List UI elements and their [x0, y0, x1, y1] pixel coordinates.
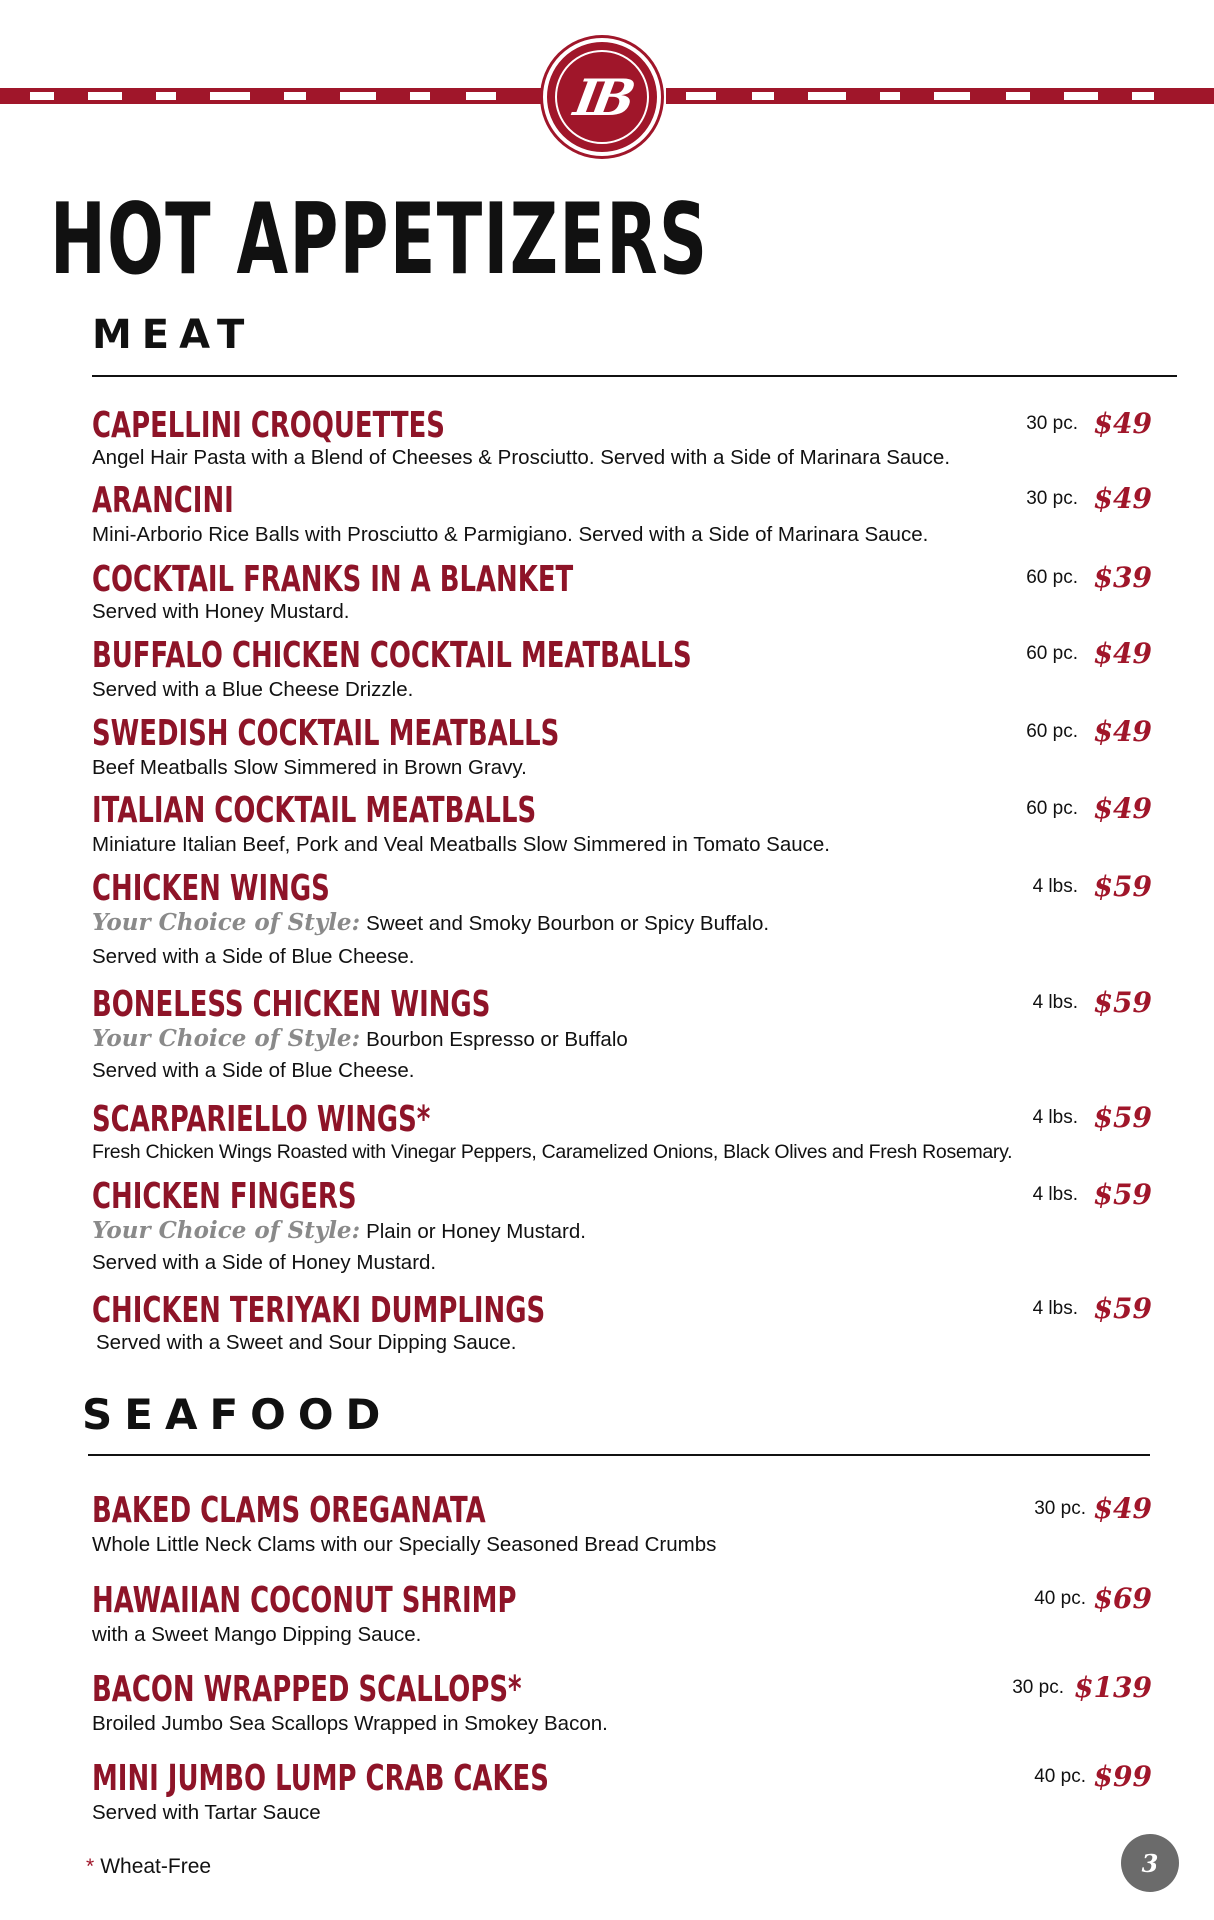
wheat-free-footnote — [86, 1855, 211, 1879]
item-name: ARANCINI — [92, 480, 234, 521]
item-name: COCKTAIL FRANKS IN A BLANKET — [92, 559, 574, 600]
item-description: with a Sweet Mango Dipping Sauce. — [92, 1623, 422, 1646]
item-quantity: 4 lbs. — [1032, 1298, 1078, 1319]
section-heading-meat: MEAT — [92, 312, 255, 358]
item-name: BONELESS CHICKEN WINGS — [92, 984, 491, 1025]
item-quantity: 40 pc. — [1034, 1588, 1086, 1609]
item-price: $59 — [1093, 870, 1152, 903]
footnote-text: Wheat-Free — [100, 1855, 212, 1878]
item-name: BACON WRAPPED SCALLOPS* — [92, 1669, 522, 1710]
item-name: ITALIAN COCKTAIL MEATBALLS — [92, 790, 537, 831]
item-quantity: 4 lbs. — [1032, 876, 1078, 897]
page-title: HOT APPETIZERS — [50, 183, 709, 297]
banner-left-stripe — [0, 88, 548, 104]
item-price: $49 — [1093, 407, 1152, 440]
style-options: Bourbon Espresso or Buffalo — [366, 1028, 628, 1051]
style-options: Sweet and Smoky Bourbon or Spicy Buffalo. — [366, 912, 770, 935]
item-description: Beef Meatballs Slow Simmered in Brown Gravy. — [92, 756, 527, 779]
item-name: SWEDISH COCKTAIL MEATBALLS — [92, 713, 560, 754]
item-price: $139 — [1074, 1671, 1152, 1704]
item-name: CHICKEN WINGS — [92, 868, 330, 909]
item-price: $59 — [1093, 986, 1152, 1019]
item-quantity: 60 pc. — [1026, 643, 1078, 664]
item-quantity: 4 lbs. — [1032, 1184, 1078, 1205]
item-quantity: 4 lbs. — [1032, 992, 1078, 1013]
item-name: MINI JUMBO LUMP CRAB CAKES — [92, 1758, 549, 1799]
style-choice-label: Your Choice of Style: — [92, 1025, 361, 1052]
item-name: CAPELLINI CROQUETTES — [92, 405, 445, 446]
item-description: Whole Little Neck Clams with our Specially Seasoned Bread Crumbs — [92, 1533, 717, 1556]
item-price: $49 — [1093, 715, 1152, 748]
item-price: $69 — [1093, 1582, 1152, 1615]
item-name: BUFFALO CHICKEN COCKTAIL MEATBALLS — [92, 635, 692, 676]
style-choice-label: Your Choice of Style: — [92, 1217, 361, 1244]
item-description — [92, 910, 769, 937]
item-price: $99 — [1093, 1760, 1152, 1793]
item-price: $59 — [1093, 1101, 1152, 1134]
item-description: Served with a Side of Blue Cheese. — [92, 1059, 415, 1082]
item-price: $49 — [1093, 482, 1152, 515]
section-divider — [92, 375, 1177, 377]
item-price: $59 — [1093, 1292, 1152, 1325]
item-description: Miniature Italian Beef, Pork and Veal Meatballs Slow Simmered in Tomato Sauce. — [92, 833, 830, 856]
item-description — [92, 1218, 586, 1245]
item-description: Mini-Arborio Rice Balls with Prosciutto & Parmigiano. Served with a Side of Marinara Sauce. — [92, 523, 929, 546]
style-options: Plain or Honey Mustard. — [366, 1220, 586, 1243]
item-quantity: 30 pc. — [1026, 488, 1078, 509]
item-quantity: 30 pc. — [1034, 1498, 1086, 1519]
page-number-badge: 3 — [1121, 1834, 1179, 1892]
item-description: Served with a Side of Honey Mustard. — [92, 1251, 437, 1274]
footnote-asterisk: * — [86, 1855, 95, 1878]
item-price: $49 — [1093, 792, 1152, 825]
item-quantity: 40 pc. — [1034, 1766, 1086, 1787]
section-heading-seafood: SEAFOOD — [82, 1390, 393, 1439]
item-name: SCARPARIELLO WINGS* — [92, 1099, 431, 1140]
item-description: Served with Tartar Sauce — [92, 1801, 321, 1824]
item-quantity: 4 lbs. — [1032, 1107, 1078, 1128]
item-quantity: 60 pc. — [1026, 721, 1078, 742]
logo-monogram: IB — [569, 67, 635, 127]
item-price: $59 — [1093, 1178, 1152, 1211]
restaurant-logo — [543, 38, 661, 156]
item-quantity: 30 pc. — [1012, 1677, 1064, 1698]
item-name: CHICKEN FINGERS — [92, 1176, 357, 1217]
item-description: Served with a Side of Blue Cheese. — [92, 945, 415, 968]
item-quantity: 60 pc. — [1026, 798, 1078, 819]
style-choice-label: Your Choice of Style: — [92, 909, 361, 936]
item-name: BAKED CLAMS OREGANATA — [92, 1490, 486, 1531]
item-price: $39 — [1093, 561, 1152, 594]
item-price: $49 — [1093, 637, 1152, 670]
section-divider — [88, 1454, 1150, 1456]
item-description: Served with Honey Mustard. — [92, 600, 350, 623]
item-description: Served with a Sweet and Sour Dipping Sauce. — [96, 1331, 517, 1354]
item-quantity: 30 pc. — [1026, 413, 1078, 434]
item-price: $49 — [1093, 1492, 1152, 1525]
banner-right-stripe — [666, 88, 1214, 104]
item-description: Broiled Jumbo Sea Scallops Wrapped in Smokey Bacon. — [92, 1712, 608, 1735]
item-name: CHICKEN TERIYAKI DUMPLINGS — [92, 1290, 546, 1331]
item-name: HAWAIIAN COCONUT SHRIMP — [92, 1580, 517, 1621]
item-quantity: 60 pc. — [1026, 567, 1078, 588]
item-description — [92, 1026, 628, 1053]
item-description: Fresh Chicken Wings Roasted with Vinegar Peppers, Caramelized Onions, Black Olives and Fresh Rosemary. — [92, 1141, 1013, 1163]
item-description: Angel Hair Pasta with a Blend of Cheeses & Prosciutto. Served with a Side of Marinara Sauce. — [92, 446, 951, 469]
item-description: Served with a Blue Cheese Drizzle. — [92, 678, 414, 701]
